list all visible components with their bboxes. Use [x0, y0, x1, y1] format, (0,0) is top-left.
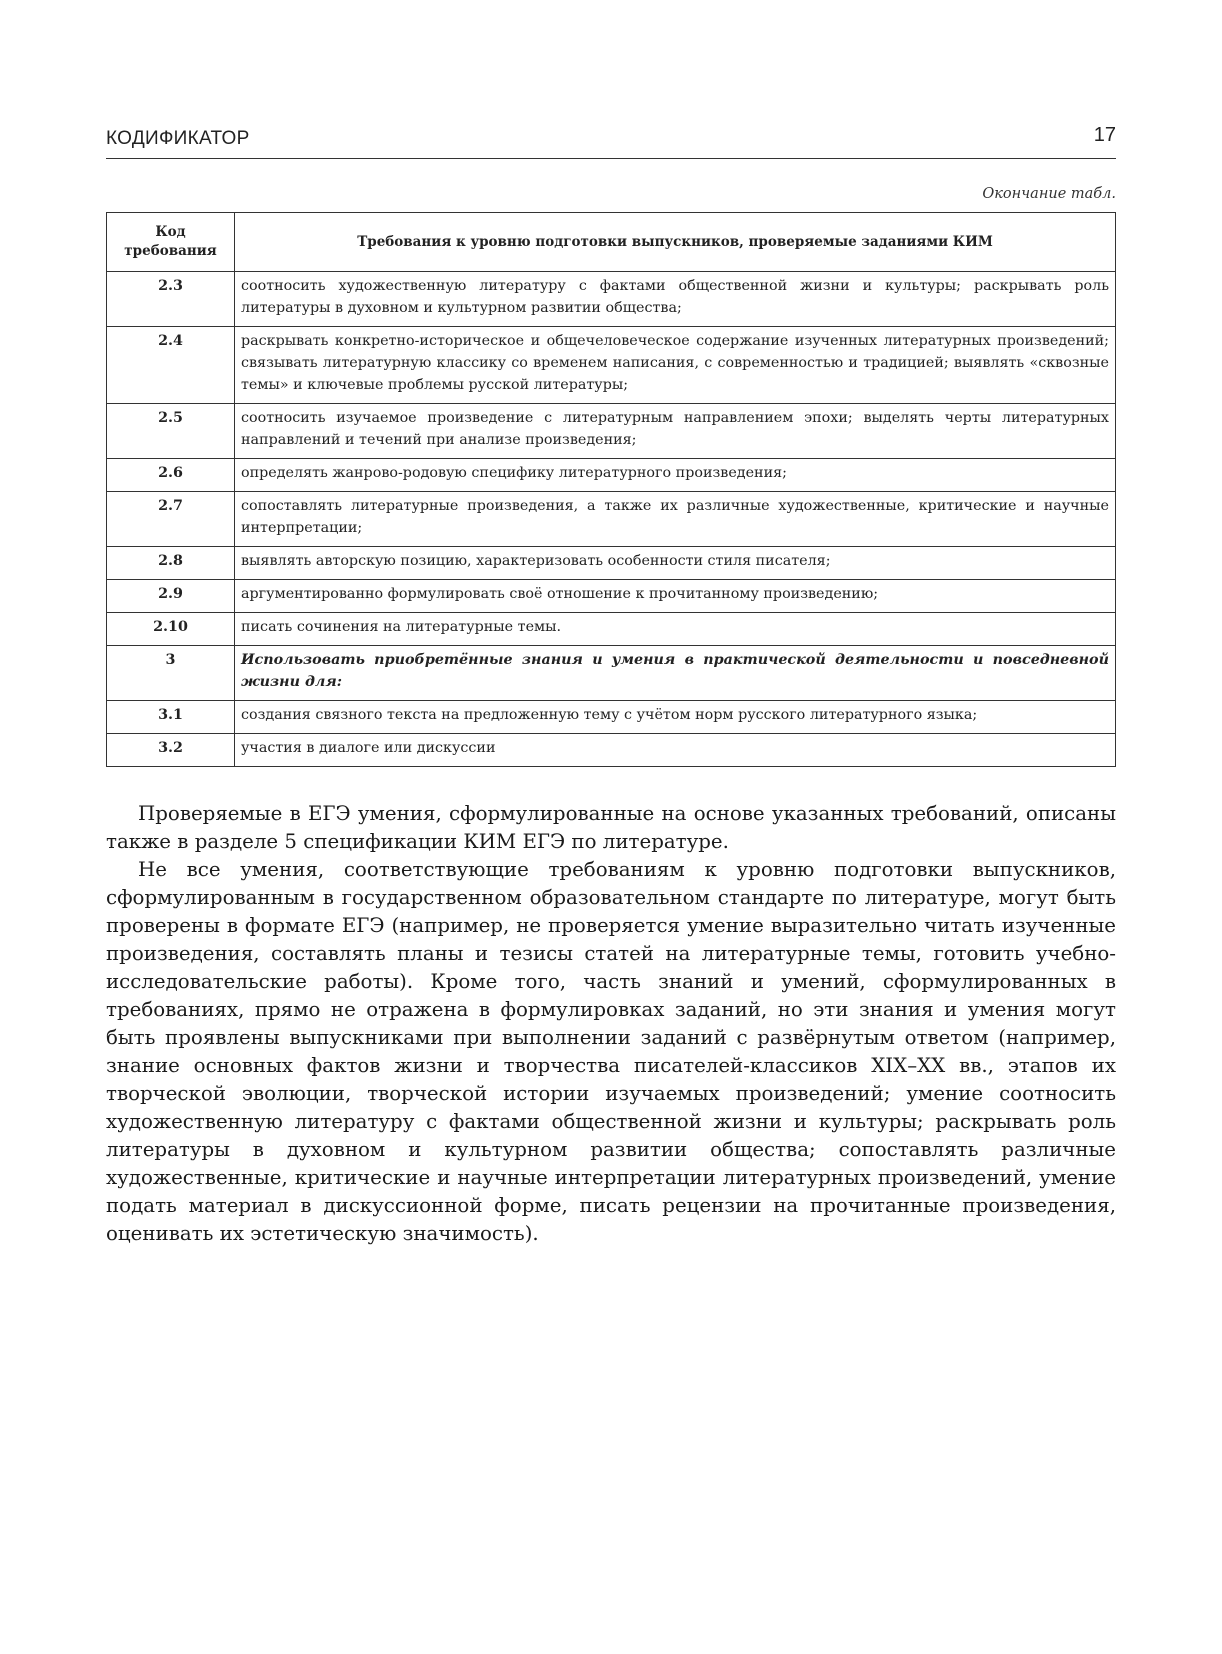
requirement-code: 2.10: [107, 613, 235, 646]
requirement-code: 2.3: [107, 272, 235, 327]
table-row: [107, 734, 1116, 767]
table-row: [107, 547, 1116, 580]
requirement-code: 2.4: [107, 327, 235, 404]
table-row: [107, 580, 1116, 613]
paragraph: Проверяемые в ЕГЭ умения, сформулированные на основе указанных требований, описаны также в разделе 5 спецификации КИМ ЕГЭ по литературе.: [106, 802, 1116, 853]
running-header: [106, 122, 1116, 159]
column-header-description: Требования к уровню подготовки выпускников, проверяемые заданиями КИМ: [235, 213, 1116, 272]
table-row: [107, 459, 1116, 492]
requirements-table: [106, 212, 1116, 767]
requirement-code: 2.8: [107, 547, 235, 580]
requirement-text: выявлять авторскую позицию, характеризовать особенности стиля писателя;: [235, 547, 1116, 580]
requirement-code: 2.7: [107, 492, 235, 547]
requirement-text: раскрывать конкретно-историческое и общечеловеческое содержание изученных литературных произведений; связывать литературную классику со временем написания, с современностью и традицией; выявлять «сквозные темы» и ключевые проблемы русской литературы;: [235, 327, 1116, 404]
table-row: [107, 492, 1116, 547]
requirement-code: 3: [107, 646, 235, 701]
requirement-text: соотносить изучаемое произведение с литературным направлением эпохи; выделять черты литературных направлений и течений при анализе произведения;: [235, 404, 1116, 459]
requirement-text: соотносить художественную литературу с фактами общественной жизни и культуры; раскрывать роль литературы в духовном и культурном развитии общества;: [235, 272, 1116, 327]
table-row: [107, 327, 1116, 404]
requirement-text: участия в диалоге или дискуссии: [235, 734, 1116, 767]
requirement-code: 3.1: [107, 701, 235, 734]
requirement-code: 2.9: [107, 580, 235, 613]
table-row: [107, 646, 1116, 701]
column-header-code: Код требования: [107, 213, 235, 272]
table-continuation-note: Окончание табл.: [982, 186, 1116, 202]
requirement-text: Использовать приобретённые знания и умения в практической деятельности и повседневной жизни для:: [235, 646, 1116, 701]
header-title: КОДИФИКАТОР: [106, 128, 250, 149]
page-number: 17: [1093, 124, 1116, 146]
requirement-code: 2.6: [107, 459, 235, 492]
table-row: [107, 404, 1116, 459]
requirement-text: аргументированно формулировать своё отношение к прочитанному произведению;: [235, 580, 1116, 613]
requirement-text: определять жанрово-родовую специфику литературного произведения;: [235, 459, 1116, 492]
table-row: [107, 613, 1116, 646]
requirement-text: писать сочинения на литературные темы.: [235, 613, 1116, 646]
requirement-code: 2.5: [107, 404, 235, 459]
requirement-text: сопоставлять литературные произведения, а также их различные художественные, критические и научные интерпретации;: [235, 492, 1116, 547]
body-text: [106, 800, 1116, 1248]
requirement-code: 3.2: [107, 734, 235, 767]
table-header-row: [107, 213, 1116, 272]
paragraph: Не все умения, соответствующие требованиям к уровню подготовки выпускников, сформулированным в государственном образовательном стандарте по литературе, могут быть проверены в формате ЕГЭ (например, не проверяется умение выразительно читать изученные произведения, составлять планы и тезисы статей на литературные темы, готовить учебно-исследовательские работы). Кроме того, часть знаний и умений, сформулированных в требованиях, прямо не отражена в формулировках заданий, но эти знания и умения могут быть проявлены выпускниками при выполнении заданий с развёрнутым ответом (например, знание основных фактов жизни и творчества писателей-классиков XIX–XX вв., этапов их творческой эволюции, творческой истории изучаемых произведений; умение соотносить художественную литературу с фактами общественной жизни и культуры; раскрывать роль литературы в духовном и культурном развитии общества; сопоставлять различные художественные, критические и научные интерпретации литературных произведений, умение подать материал в дискуссионной форме, писать рецензии на прочитанные произведения, оценивать их эстетическую значимость).: [106, 858, 1116, 1245]
requirement-text: создания связного текста на предложенную тему с учётом норм русского литературного языка;: [235, 701, 1116, 734]
table-row: [107, 701, 1116, 734]
table-row: [107, 272, 1116, 327]
